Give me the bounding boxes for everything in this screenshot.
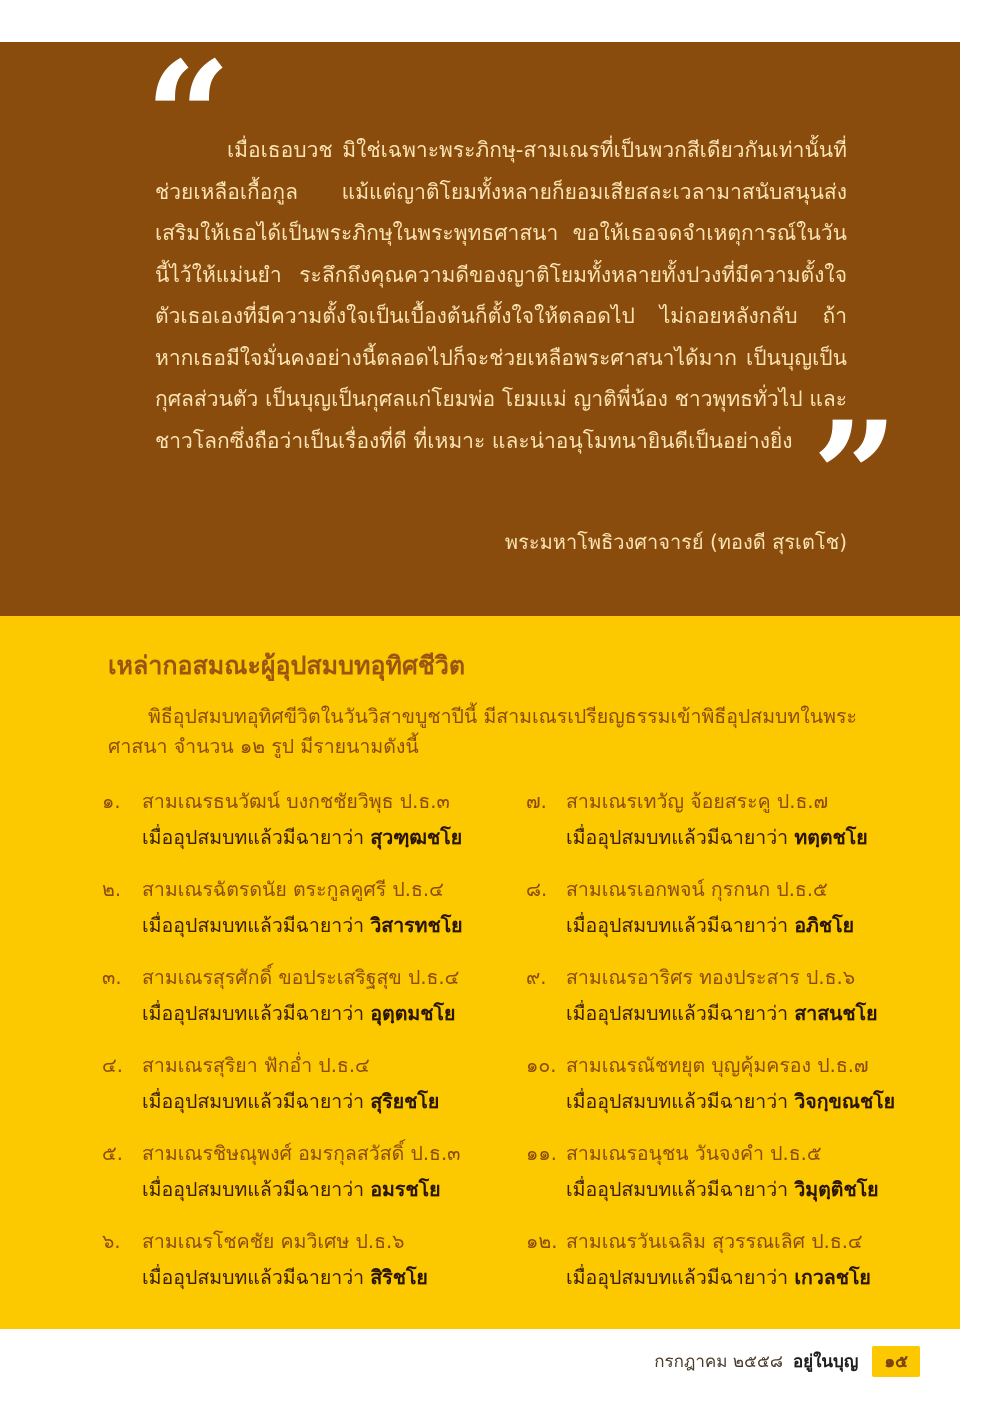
item-number: ๓. [102,966,122,989]
item-number: ๑๑. [526,1142,557,1165]
novices-section [0,616,960,1329]
ordination-prefix: เมื่ออุปสมบทแล้วมีฉายาว่า [566,1090,789,1113]
novice-name: สามเณรวันเฉลิม สุวรรณเลิศ ป.ธ.๔ [566,1230,863,1253]
open-quote-mark: “ [145,29,232,205]
ordination-line [566,996,878,1032]
novice-name: สามเณรเทวัญ จ้อยสระคู ป.ธ.๗ [566,790,829,813]
ordination-prefix: เมื่ออุปสมบทแล้วมีฉายาว่า [566,1002,789,1025]
ordination-prefix: เมื่ออุปสมบทแล้วมีฉายาว่า [142,1178,365,1201]
item-number: ๕. [102,1142,123,1165]
ordination-line [566,820,868,856]
ordination-line [566,908,854,944]
section-title: เหล่ากอสมณะผู้อุปสมบทอุทิศชีวิต [108,651,466,680]
item-number: ๑๒. [526,1230,558,1253]
close-quote-mark: ” [812,389,899,565]
novice-name: สามเณรอนุชน วันจงคำ ป.ธ.๕ [566,1142,822,1165]
ordination-prefix: เมื่ออุปสมบทแล้วมีฉายาว่า [142,1002,365,1025]
ordination-prefix: เมื่ออุปสมบทแล้วมีฉายาว่า [566,826,789,849]
ordination-line [142,1260,428,1296]
monastic-title: เกวลชโย [794,1266,871,1289]
monastic-title: สุริยชโย [370,1090,440,1113]
quote-panel [0,29,960,616]
monastic-title: วิจกฺขณชโย [794,1090,896,1113]
ordination-line [142,820,462,856]
ordination-prefix: เมื่ออุปสมบทแล้วมีฉายาว่า [566,914,789,937]
item-number: ๗. [526,790,547,813]
novice-name: สามเณรเอกพจน์ กุรกนก ป.ธ.๕ [566,878,828,901]
monastic-title: อภิชโย [794,914,855,937]
novice-name: สามเณรฉัตรดนัย ตระกูลคูศรี ป.ธ.๔ [142,878,444,901]
novice-name: สามเณรอาริศร ทองประสาร ป.ธ.๖ [566,966,856,989]
item-number: ๑๐. [526,1054,557,1077]
monastic-title: อุตฺตมชโย [370,1002,456,1025]
ordination-prefix: เมื่ออุปสมบทแล้วมีฉายาว่า [142,1266,365,1289]
monastic-title: ทตฺตชโย [794,826,868,849]
novice-name: สามเณรสุริยา ฟักอ่ำ ป.ธ.๔ [142,1054,370,1077]
novice-name: สามเณรณัชทยุต บุญคุ้มครอง ป.ธ.๗ [566,1054,869,1077]
item-number: ๘. [526,878,548,901]
item-number: ๙. [526,966,547,989]
monastic-title: อมรชโย [370,1178,441,1201]
item-number: ๖. [102,1230,121,1253]
ordination-line [142,1084,439,1120]
monastic-title: สิริชโย [370,1266,428,1289]
monastic-title: สุวฑฺฒชโย [370,826,463,849]
ordination-prefix: เมื่ออุปสมบทแล้วมีฉายาว่า [566,1178,789,1201]
item-number: ๒. [102,878,122,901]
monastic-title: วิมุตฺติชโย [794,1178,879,1201]
ordination-prefix: เมื่ออุปสมบทแล้วมีฉายาว่า [142,826,365,849]
monastic-title: วิสารทชโย [370,914,463,937]
monastic-title: สาสนชโย [794,1002,878,1025]
ordination-line [142,1172,441,1208]
novice-name: สามเณรสุรศักดิ์ ขอประเสริฐสุข ป.ธ.๔ [142,966,460,989]
ordination-prefix: เมื่ออุปสมบทแล้วมีฉายาว่า [142,1090,365,1113]
ordination-line [142,996,455,1032]
quote-text [155,130,847,462]
item-number: ๔. [102,1054,123,1077]
issue-date: กรกฎาคม ๒๕๕๘ [654,1351,783,1372]
novice-name: สามเณรธนวัฒน์ บงกชชัยวิพุธ ป.ธ.๓ [142,790,450,813]
page-footer [654,1345,920,1377]
ordination-prefix: เมื่ออุปสมบทแล้วมีฉายาว่า [566,1266,789,1289]
section-intro [108,702,908,762]
quote-author: พระมหาโพธิวงศาจารย์ (ทองดี สุรเตโช) [504,530,847,554]
ordination-line [566,1172,879,1208]
section-intro-text: พิธีอุปสมบทอุทิศขีวิตในวันวิสาขบูชาปีนี้ มีสามเณรเปรียญธรรมเข้าพิธีอุปสมบทในพระศาสนา จำนวน ๑๒ รูป มีรายนามดังนี้ [108,705,857,758]
ordination-line [142,908,463,944]
ordination-line [566,1260,871,1296]
item-number: ๑. [102,790,121,813]
novice-name: สามเณรโชคชัย คมวิเศษ ป.ธ.๖ [142,1230,405,1253]
quote-body: เมื่อเธอบวช มิใช่เฉพาะพระภิกษุ-สามเณรที่เป็นพวกสีเดียวกันเท่านั้นที่ช่วยเหลือเกื้อกูล แม้แต่ญาติโยมทั้งหลายก็ยอมเสียสละเวลามาสนับสนุนส่งเสริมให้เธอได้เป็นพระภิกษุในพระพุทธศาสนา ขอให้เธอจดจำเหตุการณ์ในวันนี้ไว้ให้แม่นยำ ระลึกถึงคุณความดีของญาติโยมทั้งหลายทั้งปวงที่มีความตั้งใจ ตัวเธอเองที่มีความตั้งใจเป็นเบื้องต้นก็ตั้งใจให้ตลอดไป ไม่ถอยหลังกลับ ถ้าหากเธอมีใจมั่นคงอย่างนี้ตลอดไปก็จะช่วยเหลือพระศาสนาได้มาก เป็นบุญเป็นกุศลส่วนตัว เป็นบุญเป็นกุศลแก่โยมพ่อ โยมแม่ ญาติพี่น้อง ชาวพุทธทั่วไป และชาวโลกซึ่งถือว่าเป็นเรื่องที่ดี ที่เหมาะ และน่าอนุโมทนายินดีเป็นอย่างยิ่ง [155,138,847,453]
journal-name: อยู่ในบุญ [792,1351,859,1372]
page-number: ๑๕ [872,1346,920,1377]
novice-name: สามเณรชิษณุพงศ์ อมรกุลสวัสดิ์ ป.ธ.๓ [142,1142,461,1165]
ordination-line [566,1084,895,1120]
ordination-prefix: เมื่ออุปสมบทแล้วมีฉายาว่า [142,914,365,937]
